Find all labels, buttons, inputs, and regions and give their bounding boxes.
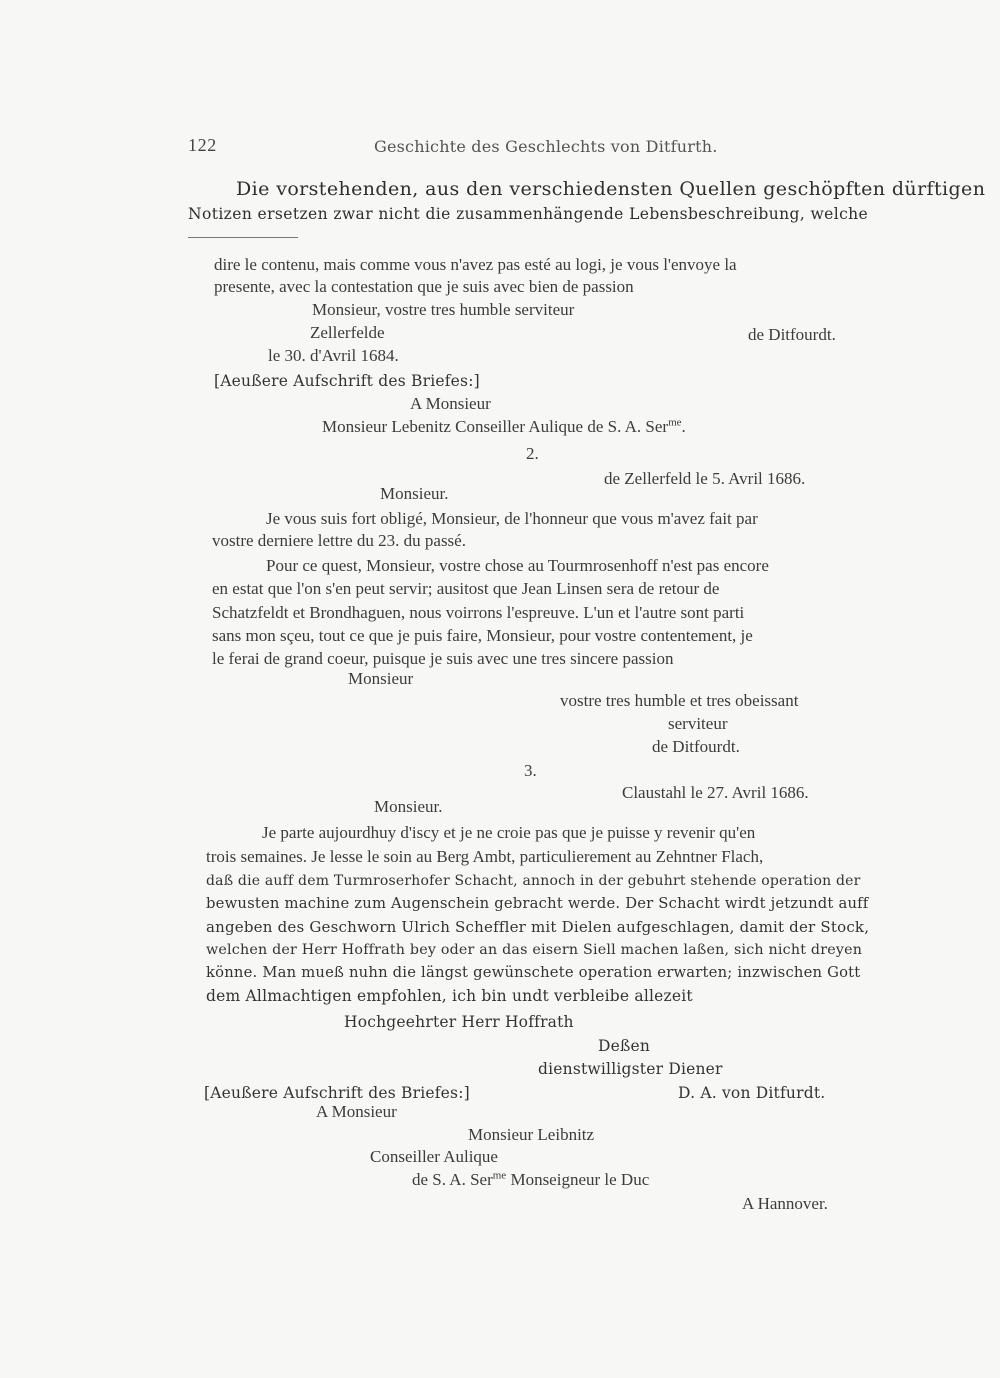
letter3-address-to: A Monsieur bbox=[316, 1102, 397, 1121]
letter3-closing-1: Deßen bbox=[598, 1037, 651, 1055]
letter2-body-line: Schatzfeldt et Brondhaguen, nous voirrons l'espreuve. L'un et l'autre sont parti bbox=[212, 603, 745, 622]
letter3-address-sup: me bbox=[492, 1169, 507, 1182]
letter1-closing: Monsieur, vostre tres humble serviteur bbox=[312, 300, 575, 319]
letter3-salutation: Monsieur. bbox=[374, 797, 443, 816]
letter3-body-line: bewusten machine zum Augenschein gebracht werde. Der Schacht wirdt jetzundt auff bbox=[206, 895, 869, 912]
letter3-body-line: könne. Man mueß nuhn die längst gewünschete operation erwarten; inzwischen Gott bbox=[206, 964, 861, 981]
letter2-body-line: vostre derniere lettre du 23. du passé. bbox=[212, 531, 466, 550]
letter2-body-line: en estat que l'on s'en peut servir; ausitost que Jean Linsen sera de retour de bbox=[212, 579, 720, 598]
letter3-address-name: Monsieur Leibnitz bbox=[468, 1125, 595, 1144]
letter3-body-line: trois semaines. Je lesse le soin au Berg Ambt, particulierement au Zehntner Flach, bbox=[206, 847, 764, 866]
letter1-place: Zellerfelde bbox=[310, 323, 385, 342]
letter2-salutation: Monsieur. bbox=[380, 484, 449, 503]
letter1-address-name-text: Monsieur Lebenitz Conseiller Aulique de S. A. Ser bbox=[322, 417, 669, 436]
letter3-body-line: welchen der Herr Hoffrath bey oder an das eisern Siell machen laßen, sich nicht dreyen bbox=[206, 942, 863, 958]
letter3-address-title: Conseiller Aulique bbox=[370, 1147, 498, 1166]
letter3-address-city: A Hannover. bbox=[742, 1194, 828, 1213]
letter2-closing-salutation: Monsieur bbox=[348, 669, 414, 688]
letter1-address-to: A Monsieur bbox=[410, 394, 491, 413]
letter1-address-sup: me bbox=[668, 416, 682, 429]
footnote-rule bbox=[188, 237, 298, 238]
letter2-closing-1: vostre tres humble et tres obeissant bbox=[560, 691, 799, 710]
letter3-address-line bbox=[412, 1169, 649, 1191]
letter2-body-line: le ferai de grand coeur, puisque je suis avec une tres sincere passion bbox=[212, 649, 674, 668]
letter3-body-line: daß die auff dem Turmroserhofer Schacht, annoch in der gebuhrt stehende operation der bbox=[206, 873, 861, 889]
letter3-body-line: Je parte aujourdhuy d'iscy et je ne croie pas que je puisse y revenir qu'en bbox=[262, 823, 756, 842]
page-number: 122 bbox=[188, 135, 217, 155]
letter2-signature: de Ditfourdt. bbox=[652, 737, 740, 756]
letter2-dateline: de Zellerfeld le 5. Avril 1686. bbox=[604, 469, 806, 488]
letter1-line-2: presente, avec la contestation que je suis avec bien de passion bbox=[214, 277, 634, 296]
letter3-number: 3. bbox=[524, 761, 537, 780]
letter1-date: le 30. d'Avril 1684. bbox=[268, 346, 399, 365]
letter2-body-line: sans mon sçeu, tout ce que je puis faire, Monsieur, pour vostre contentement, je bbox=[212, 626, 753, 645]
letter1-line-1: dire le contenu, mais comme vous n'avez pas esté au logi, je vous l'envoye la bbox=[214, 255, 737, 274]
letter3-signature: D. A. von Ditfurdt. bbox=[678, 1084, 826, 1102]
letter3-address-line-a: de S. A. Ser bbox=[412, 1170, 493, 1189]
running-title: Geschichte des Geschlechts von Ditfurth. bbox=[374, 137, 718, 156]
intro-line-1-text: Die vorstehenden, aus den verschiedensten Quellen geschöpften dürftigen bbox=[236, 178, 986, 200]
letter3-closing-2: dienstwilligster Diener bbox=[538, 1060, 723, 1078]
letter3-address-line-b: Monseigneur le Duc bbox=[506, 1170, 650, 1189]
letter1-outer-note: [Aeußere Aufschrift des Briefes:] bbox=[214, 372, 480, 390]
intro-line-2: Notizen ersetzen zwar nicht die zusammenhängende Lebensbeschreibung, welche bbox=[188, 205, 869, 223]
letter2-closing-2: serviteur bbox=[668, 714, 728, 733]
letter1-address-name bbox=[322, 416, 686, 438]
letter3-dateline: Claustahl le 27. Avril 1686. bbox=[622, 783, 809, 802]
letter3-outer-note: [Aeußere Aufschrift des Briefes:] bbox=[204, 1084, 470, 1102]
letter1-address-end: . bbox=[681, 417, 686, 436]
letter2-body-line: Je vous suis fort obligé, Monsieur, de l'honneur que vous m'avez fait par bbox=[266, 509, 758, 528]
letter2-body-line: Pour ce quest, Monsieur, vostre chose au Tourmrosenhoff n'est pas encore bbox=[266, 556, 769, 575]
letter1-signature: de Ditfourdt. bbox=[748, 325, 836, 344]
intro-line-1 bbox=[236, 178, 986, 200]
letter2-number: 2. bbox=[526, 444, 539, 463]
letter3-closing-salutation: Hochgeehrter Herr Hoffrath bbox=[344, 1013, 574, 1031]
letter3-body-line: angeben des Geschworn Ulrich Scheffler mit Dielen aufgeschlagen, damit der Stock, bbox=[206, 918, 870, 936]
letter3-body-line: dem Allmachtigen empfohlen, ich bin undt verbleibe allezeit bbox=[206, 987, 693, 1005]
